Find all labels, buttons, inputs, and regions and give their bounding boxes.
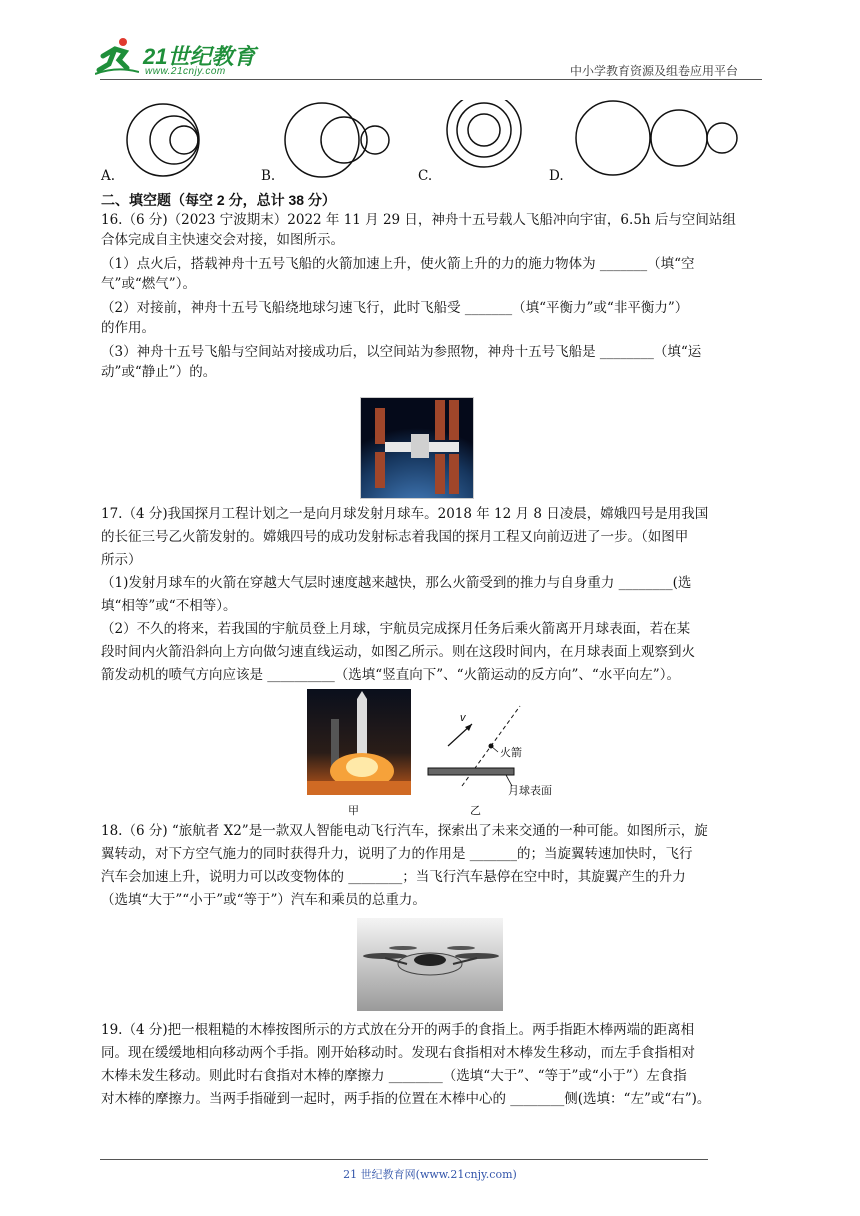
space-station-photo <box>360 397 474 499</box>
q19-line: 同。现在缓缓地相向移动两个手指。刚开始移动时。发现右食指相对木棒发生移动，而左手食指相对 <box>101 1045 695 1061</box>
q19-line: 19.（4 分)把一根粗糙的木棒按图所示的方式放在分开的两手的食指上。两手指距木棒两端的距离相 <box>101 1022 695 1038</box>
option-a-circles <box>127 104 199 176</box>
footer-text: 21 世纪教育网(www.21cnjy.com) <box>343 1168 517 1181</box>
option-a: A. <box>101 168 116 184</box>
moon-surface-label: 月球表面 <box>508 785 552 797</box>
q17-line: 的长征三号乙火箭发射的。嫦娥四号的成功发射标志着我国的探月工程又向前迈进了一步。（如图甲 <box>101 529 689 545</box>
section-title: 二、填空题（每空 2 分，总计 38 分） <box>101 192 336 208</box>
option-circles-figure <box>100 100 780 180</box>
footer-rule <box>100 1159 708 1160</box>
q16-line: 气”或“燃气”）。 <box>101 276 196 292</box>
q19-line: 木棒未发生移动。则此时右食指对木棒的摩擦力 ________（选填“大于”、“等于”或“小于”）左食指 <box>101 1068 687 1084</box>
q16-line: 合体完成自主快速交会对接，如图所示。 <box>101 232 344 248</box>
q17-line: （2）不久的将来，若我国的宇航员登上月球，宇航员完成探月任务后乘火箭离开月球表面，若在某 <box>101 621 691 637</box>
figure-yi-label: 乙 <box>470 805 481 817</box>
q17-line: 段时间内火箭沿斜向上方向做匀速直线运动，如图乙所示。则在这段时间内，在月球表面上观察到火 <box>101 644 695 660</box>
q16-line: 的作用。 <box>101 320 155 336</box>
logo-url: www.21cnjy.com <box>145 66 226 77</box>
q16-line: （3）神舟十五号飞船与空间站对接成功后，以空间站为参照物，神舟十五号飞船是 ________（填“运 <box>101 344 702 360</box>
q19-line: 对木棒的摩擦力。当两手指碰到一起时，两手指的位置在木棒中心的 ________侧(选填：“左”或“右”)。 <box>101 1091 711 1107</box>
q17-line: 填“相等”或“不相等）。 <box>101 598 237 614</box>
option-d-circles <box>576 101 737 175</box>
question-17 <box>101 504 708 685</box>
q18-line: 18.（6 分) “旅航者 X2”是一款双人智能电动飞行汽车，探索出了未来交通的一种可能。如图所示，旋 <box>101 823 708 839</box>
q18-line: （选填“大于”“小于”或“等于”）汽车和乘员的总重力。 <box>101 892 426 908</box>
rocket-launch-photo <box>307 689 411 795</box>
option-b: B. <box>261 168 276 184</box>
logo <box>95 36 265 80</box>
rocket-label: 火箭 <box>500 747 522 759</box>
q17-line: （1)发射月球车的火箭在穿越大气层时速度越来越快，那么火箭受到的推力与自身重力 ________(选 <box>101 575 692 591</box>
option-c-circles <box>447 100 521 167</box>
q18-line: 汽车会加速上升，说明力可以改变物体的 ________；当飞行汽车悬停在空中时，其旋翼产生的升力 <box>101 869 686 885</box>
q17-line: 17.（4 分)我国探月工程计划之一是向月球发射月球车。2018 年 12 月 8 日凌晨，嫦娥四号是用我国 <box>101 506 709 522</box>
option-d: D. <box>549 168 564 184</box>
velocity-label: v <box>460 712 466 724</box>
option-b-circles <box>285 103 389 177</box>
question-18 <box>101 821 708 910</box>
figure-jia-label: 甲 <box>348 805 359 817</box>
question-19 <box>101 1020 710 1109</box>
q17-line: 所示） <box>101 552 142 568</box>
q16-line: （1）点火后，搭载神舟十五号飞船的火箭加速上升，使火箭上升的力的施力物体为 _______（填“空 <box>101 256 695 272</box>
logo-title: 21世纪教育 <box>143 44 256 69</box>
question-16 <box>101 210 736 382</box>
runner-logo-icon <box>95 36 139 76</box>
q17-line: 箭发动机的喷气方向应该是 __________（选填“竖直向下”、“火箭运动的反方向”、“水平向左”）。 <box>101 667 680 683</box>
q16-line: （2）对接前，神舟十五号飞船绕地球匀速飞行，此时飞船受 _______（填“平衡力”或“非平衡力”） <box>101 300 689 316</box>
q18-line: 翼转动，对下方空气施力的同时获得升力，说明了力的作用是 _______的；当旋翼转速加快时，飞行 <box>101 846 693 862</box>
option-c: C. <box>418 168 433 184</box>
flying-car-photo <box>357 918 503 1011</box>
q16-line: 16.（6 分)（2023 宁波期末）2022 年 11 月 29 日，神舟十五号载人飞船冲向宇宙，6.5h 后与空间站组 <box>101 212 736 228</box>
q16-line: 动”或“静止”）的。 <box>101 364 217 380</box>
header-rule <box>100 79 762 80</box>
platform-name: 中小学教育资源及组卷应用平台 <box>570 64 739 78</box>
